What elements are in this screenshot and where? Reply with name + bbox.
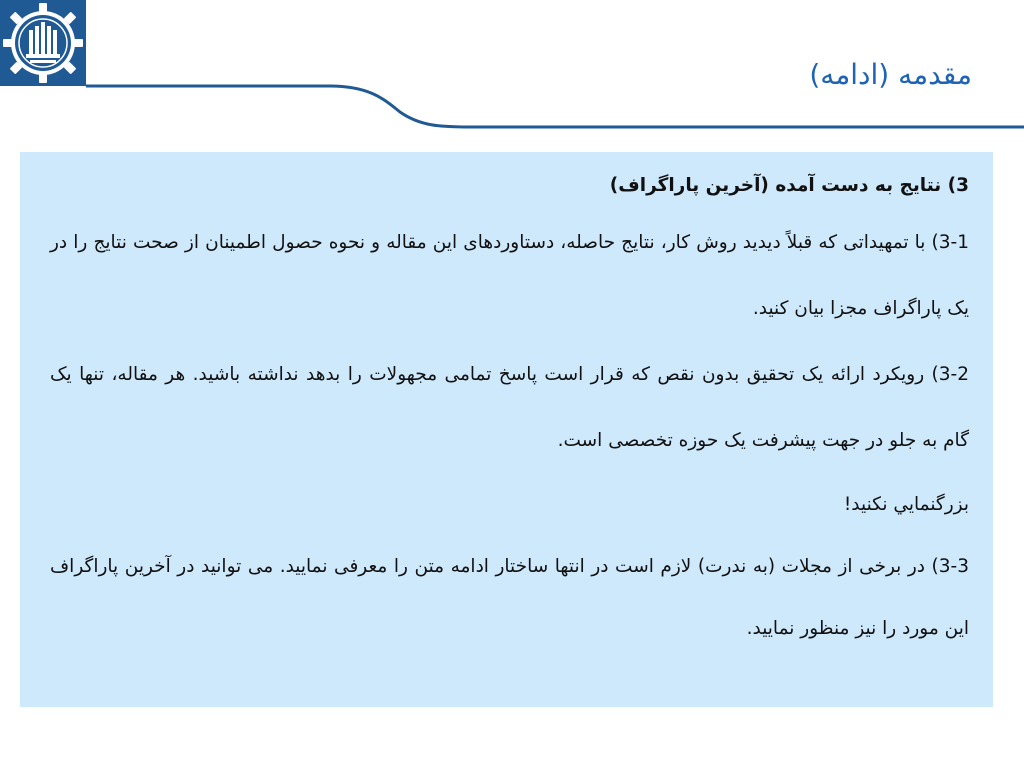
paragraph-3-1: 3-1) با تمهیداتی که قبلاً دیدید روش کار، نتایج حاصله، دستاوردهای این مقاله و نحوه حصول اطمینان از صحت نتایج را در یک پاراگراف مجزا بیان کنید. xyxy=(50,232,969,319)
paragraph-3-3: 3-3) در برخی از مجلات (به ندرت) لازم است در انتها ساختار ادامه متن را معرفی نمایید. می توانید در آخرین پاراگراف این مورد را نیز منظور نمایید. xyxy=(50,556,969,639)
warning-line: بزرگنمايي نكنيد! xyxy=(843,494,969,515)
page-title: مقدمه (ادامه) xyxy=(809,58,972,91)
paragraph-3-2: 3-2) رویکرد ارائه یک تحقیق بدون نقص که قرار است پاسخ تمامی مجهولات را بدهد نداشته باشید. هر مقاله، تنها یک گام به جلو در جهت پیشرفت یک حوزه تخصصی است. xyxy=(50,364,969,451)
section-heading: 3) نتایج به دست آمده (آخرین پاراگراف) xyxy=(609,175,969,196)
content-box xyxy=(20,152,993,707)
